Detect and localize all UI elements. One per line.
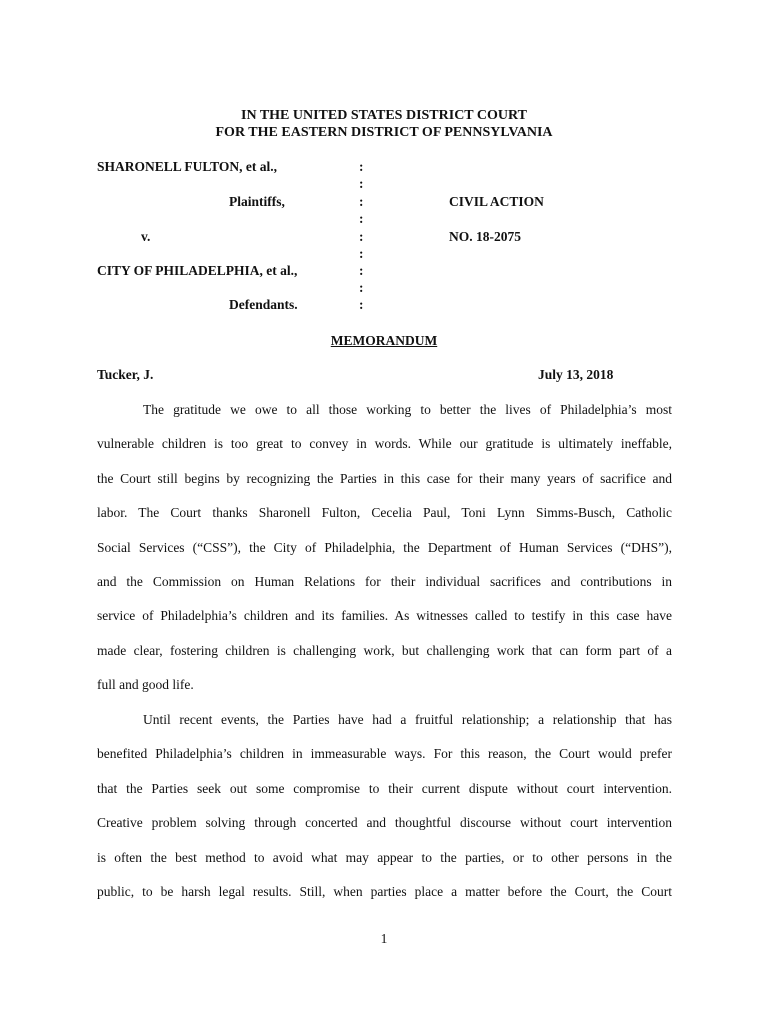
- civil-action-label: CIVIL ACTION: [449, 194, 544, 209]
- judge-name: Tucker, J.: [97, 367, 154, 382]
- text-line: public, to be harsh legal results. Still, when parties place a matter before the Court, the Court: [97, 884, 672, 900]
- caption-colon: :: [359, 263, 364, 278]
- defendant-name: CITY OF PHILADELPHIA, et al.,: [97, 263, 298, 278]
- text-line: labor. The Court thanks Sharonell Fulton, Cecelia Paul, Toni Lynn Simms-Busch, Catholic: [97, 505, 672, 521]
- plaintiff-role: Plaintiffs,: [229, 194, 285, 209]
- caption-colon: :: [359, 194, 364, 209]
- text-line: Social Services (“CSS”), the City of Philadelphia, the Department of Human Services (“DHS”),: [97, 539, 672, 555]
- caption-colon: :: [359, 246, 364, 261]
- caption-colon: :: [359, 176, 364, 191]
- text-line: The gratitude we owe to all those working to better the lives of Philadelphia’s most: [143, 402, 672, 417]
- court-name-line-2: FOR THE EASTERN DISTRICT OF PENNSYLVANIA: [215, 125, 553, 140]
- memo-date: July 13, 2018: [538, 367, 614, 382]
- text-line: that the Parties seek out some compromise to their current dispute without court intervention.: [97, 780, 672, 796]
- page-number: 1: [380, 931, 388, 946]
- text-line: made clear, fostering children is challenging work, but challenging work that can form part of a: [97, 642, 672, 658]
- caption-colon: :: [359, 229, 364, 244]
- text-line: Until recent events, the Parties have had a fruitful relationship; a relationship that has: [143, 712, 672, 727]
- text-line: vulnerable children is too great to convey in words. While our gratitude is ultimately ineffable,: [97, 436, 672, 452]
- paragraph-2: [97, 703, 672, 909]
- case-number: NO. 18-2075: [449, 229, 521, 244]
- versus-label: v.: [141, 229, 151, 244]
- caption-colon: :: [359, 280, 364, 295]
- text-line: is often the best method to avoid what may appear to the parties, or to other persons in the: [97, 849, 672, 865]
- text-line: benefited Philadelphia’s children in immeasurable ways. For this reason, the Court would prefer: [97, 746, 672, 762]
- defendant-role: Defendants.: [229, 297, 298, 312]
- caption-colon: :: [359, 211, 364, 226]
- plaintiff-name: SHARONELL FULTON, et al.,: [97, 159, 278, 174]
- text-line: service of Philadelphia’s children and its families. As witnesses called to testify in this case have: [97, 608, 672, 624]
- court-name-line-1: IN THE UNITED STATES DISTRICT COURT: [241, 108, 527, 123]
- text-line: and the Commission on Human Relations for their individual sacrifices and contributions in: [97, 574, 672, 590]
- paragraph-1: [97, 393, 672, 703]
- text-line: full and good life.: [97, 677, 194, 693]
- text-line: Creative problem solving through concerted and thoughtful discourse without court intervention: [97, 815, 672, 831]
- caption-colon: :: [359, 159, 364, 174]
- memorandum-title: MEMORANDUM: [330, 333, 438, 348]
- text-line: the Court still begins by recognizing the Parties in this case for their many years of sacrifice and: [97, 470, 672, 486]
- caption-colon: :: [359, 297, 364, 312]
